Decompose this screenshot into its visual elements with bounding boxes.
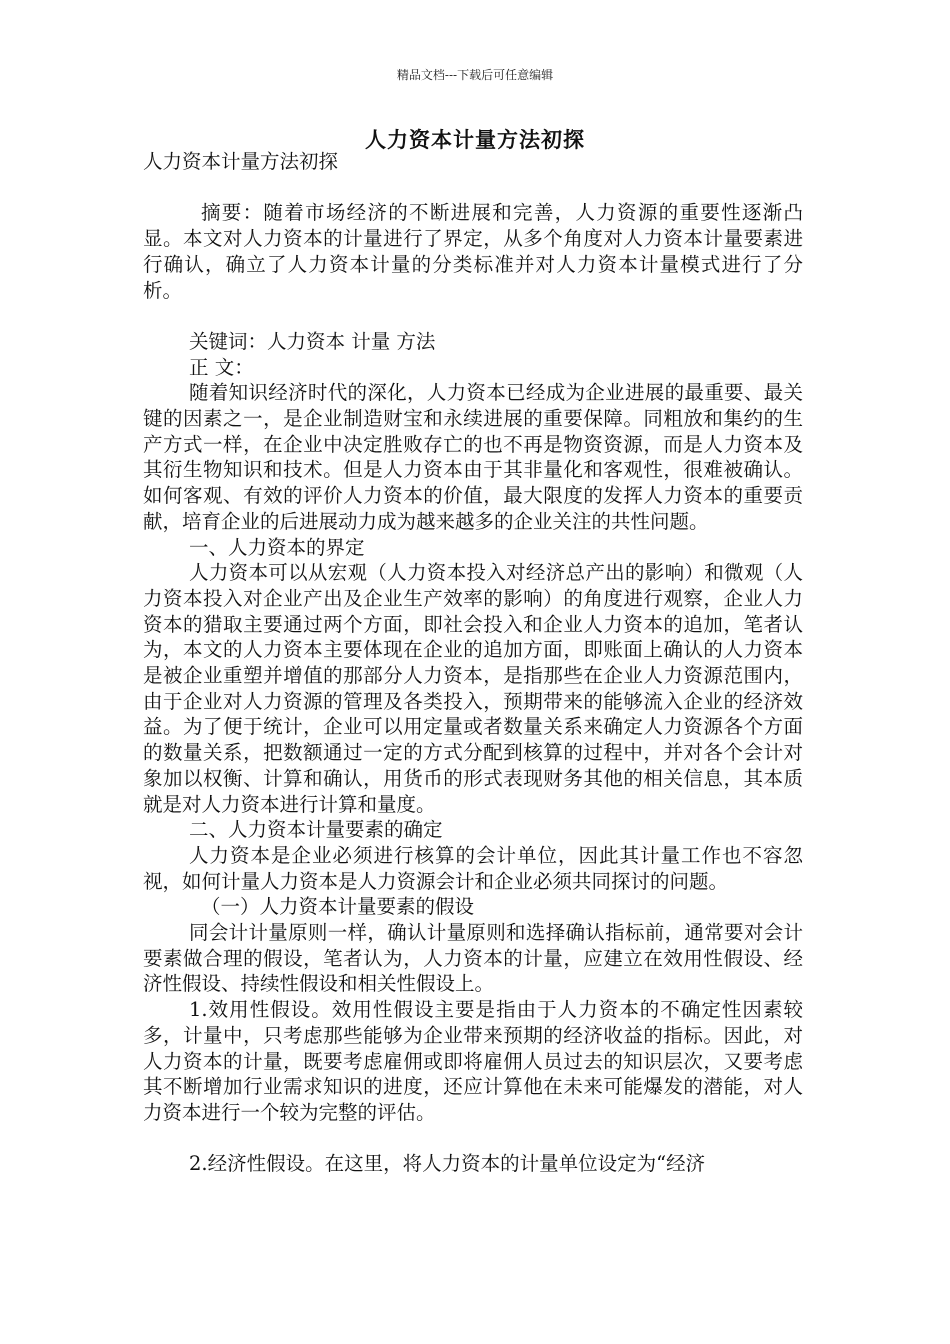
intro-paragraph: 随着知识经济时代的深化，人力资本已经成为企业进展的最重要、最关键的因素之一，是企业制造财宝和永续进展的重要保障。同粗放和集约的生产方式一样，在企业中决定胜败存亡的也不再是物资资源，而是人力资本及其衍生物知识和技术。但是人力资本由于其非量化和客观性，很难被确认。如何客观、有效的评价人力资本的价值，最大限度的发挥人力资本的重要贡献，培育企业的后进展动力成为越来越多的企业关注的共性问题。 (143, 381, 803, 533)
spacer (143, 303, 803, 329)
section-1-heading: 一、人力资本的界定 (189, 535, 365, 559)
item-1-paragraph: 1.效用性假设。效用性假设主要是指由于人力资本的不确定性因素较多，计量中，只考虑那些能够为企业带来预期的经济收益的指标。因此，对人力资本的计量，既要考虑雇佣或即将雇佣人员过去的知识层次，又要考虑其不断增加行业需求知识的进度，还应计算他在未来可能爆发的潜能，对人力资本进行一个较为完整的评估。 (143, 998, 803, 1124)
keywords-line: 关键词：人力资本 计量 方法 (189, 329, 436, 353)
subtitle: 人力资本计量方法初探 (143, 150, 339, 173)
document-body (143, 149, 803, 1177)
document-title: 人力资本计量方法初探 (365, 127, 585, 152)
subsection-1-paragraph: 同会计计量原则一样，确认计量原则和选择确认指标前，通常要对会计要素做合理的假设，笔者认为，人力资本的计量，应建立在效用性假设、经济性假设、持续性假设和相关性假设上。 (143, 921, 803, 996)
section-2-paragraph: 人力资本是企业必须进行核算的会计单位，因此其计量工作也不容忽视，如何计量人力资本是人力资源会计和企业必须共同探讨的问题。 (143, 843, 803, 893)
abstract-paragraph: 摘要：随着市场经济的不断进展和完善，人力资源的重要性逐渐凸显。本文对人力资本的计量进行了界定，从多个角度对人力资本计量要素进行确认，确立了人力资本计量的分类标准并对人力资本计量模式进行了分析。 (143, 201, 803, 302)
subsection-1-heading: （一）人力资本计量要素的假设 (201, 895, 475, 919)
section-1-paragraph: 人力资本可以从宏观（人力资本投入对经济总产出的影响）和微观（人力资本投入对企业产出及企业生产效率的影响）的角度进行观察，企业人力资本的猎取主要通过两个方面，即社会投入和企业人力资本的追加，笔者认为，本文的人力资本主要体现在企业的追加方面，即账面上确认的人力资本是被企业重塑并增值的那部分人力资本，是指那些在企业人力资源范围内，由于企业对人力资源的管理及各类投入，预期带来的能够流入企业的经济效益。为了便于统计，企业可以用定量或者数量关系来确定人力资源各个方面的数量关系，把数额通过一定的方式分配到核算的过程中，并对各个会计对象加以权衡、计算和确认，用货币的形式表现财务其他的相关信息，其本质就是对人力资本进行计算和量度。 (143, 561, 803, 816)
spacer (143, 1126, 803, 1152)
body-label: 正 文： (189, 355, 254, 379)
item-2-paragraph: 2.经济性假设。在这里，将人力资本的计量单位设定为“经济 (189, 1152, 706, 1176)
section-2-heading: 二、人力资本计量要素的确定 (189, 818, 443, 842)
page-header: 精品文档---下载后可任意编辑 (396, 68, 554, 82)
spacer (143, 175, 803, 201)
